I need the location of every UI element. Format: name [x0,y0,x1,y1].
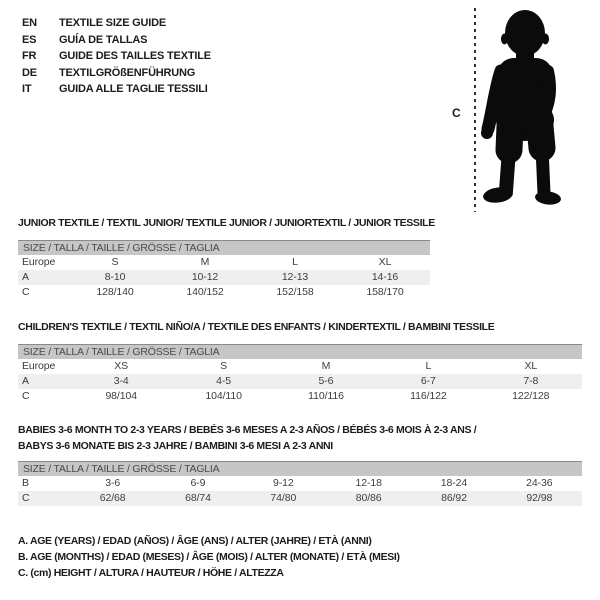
cell: 122/128 [512,390,550,402]
language-code: DE [22,66,37,79]
cell: 6-7 [420,375,436,387]
babies-title-line-1: BABIES 3-6 MONTH TO 2-3 YEARS / BEBÉS 3-6 MESES A 2-3 AÑOS / BÉBÉS 3-6 MOIS À 2-3 ANS / [18,424,477,436]
cell: 18-24 [440,477,468,489]
babies-title-line-2: BABYS 3-6 MONATE BIS 2-3 JAHRE / BAMBINI 3-6 MESI A 2-3 ANNI [18,439,333,452]
cell: 3-4 [113,375,129,387]
cell: XL [524,360,538,372]
language-row-fr [22,48,211,65]
cell: 68/74 [185,492,211,504]
size-header-bar: SIZE / TALLA / TAILLE / GRÖSSE / TAGLIA [18,241,430,255]
cell: 12-13 [281,271,309,283]
note-age-years: A. AGE (YEARS) / EDAD (AÑOS) / ÂGE (ANS) / ALTER (JAHRE) / ETÀ (ANNI) [18,535,372,547]
cell: S [220,360,228,372]
cell: 92/98 [526,492,553,504]
cell: 3-6 [105,477,121,489]
row-label: C [22,286,30,298]
table-row [18,359,582,374]
cell: 10-12 [191,271,219,283]
language-title: TEXTILE SIZE GUIDE [59,17,167,29]
cell: 74/80 [270,492,297,504]
cell: 86/92 [441,492,467,504]
note-age-months: B. AGE (MONTHS) / EDAD (MESES) / ÂGE (MOIS) / ALTER (MONATE) / ETÀ (MESI) [18,551,400,563]
row-label: A [22,271,29,283]
cell: 9-12 [273,477,294,489]
cell: 8-10 [104,271,126,283]
language-row-it [22,81,211,98]
language-code: EN [22,17,37,29]
cell: 80/86 [355,492,382,504]
cell: S [111,256,119,268]
cell: 152/158 [276,286,314,298]
table-row [18,255,430,270]
row-label: Europe [22,360,56,372]
table-row [18,476,582,491]
size-header-bar: SIZE / TALLA / TAILLE / GRÖSSE / TAGLIA [18,462,582,476]
cell: XS [114,360,129,372]
babies-size-table [18,461,582,506]
table-row [18,285,430,300]
size-header-bar: SIZE / TALLA / TAILLE / GRÖSSE / TAGLIA [18,345,582,359]
language-row-en [22,15,211,32]
language-title: TEXTILGRÖßENFÜHRUNG [59,66,196,79]
row-label: C [22,390,30,402]
cell: 5-6 [318,375,334,387]
baby-silhouette-icon [480,9,570,207]
cell: XL [378,256,392,268]
junior-table-title: JUNIOR TEXTILE / TEXTIL JUNIOR/ TEXTILE JUNIOR / JUNIORTEXTIL / JUNIOR TESSILE [18,217,435,229]
cell: 128/140 [96,286,134,298]
language-title: GUIDA ALLE TAGLIE TESSILI [59,83,208,96]
cell: 104/110 [205,390,242,402]
cell: 110/116 [308,390,344,402]
cell: L [425,360,432,372]
language-code: IT [22,83,32,96]
language-title: GUIDE DES TAILLES TEXTILE [59,50,211,63]
cell: 7-8 [523,375,539,387]
note-height-cm: C. (cm) HEIGHT / ALTURA / HAUTEUR / HÖHE / ALTEZZA [18,567,284,579]
cell: 98/104 [105,390,137,402]
cell: 24-36 [526,477,553,489]
language-code: ES [22,33,37,46]
height-measure-label: C [452,106,461,120]
junior-size-table [18,240,430,300]
cell: M [200,256,210,268]
language-row-de [22,65,211,82]
row-label: Europe [22,256,56,268]
language-row-es [22,32,211,49]
cell: 6-9 [190,477,206,489]
language-title-list [22,15,211,98]
table-row [18,389,582,404]
language-title: GUÍA DE TALLAS [59,33,148,46]
row-label: C [22,492,30,504]
cell: 116/122 [410,390,447,402]
table-row [18,374,582,389]
height-measure-dotted-line [474,8,476,212]
cell: 158/170 [366,286,404,298]
cell: 14-16 [371,271,399,283]
children-table-title: CHILDREN'S TEXTILE / TEXTIL NIÑO/A / TEXTILE DES ENFANTS / KINDERTEXTIL / BAMBINI TESSILE [18,321,495,333]
cell: 140/152 [186,286,224,298]
row-label: A [22,375,29,387]
legend-notes [18,533,400,581]
children-size-table [18,344,582,404]
cell: M [321,360,331,372]
babies-table-title [18,423,476,454]
language-code: FR [22,50,37,63]
table-row [18,270,430,285]
cell: 4-5 [216,375,232,387]
cell: L [292,256,298,268]
cell: 12-18 [355,477,382,489]
row-label: B [22,477,29,489]
cell: 62/68 [99,492,126,504]
table-row [18,491,582,506]
